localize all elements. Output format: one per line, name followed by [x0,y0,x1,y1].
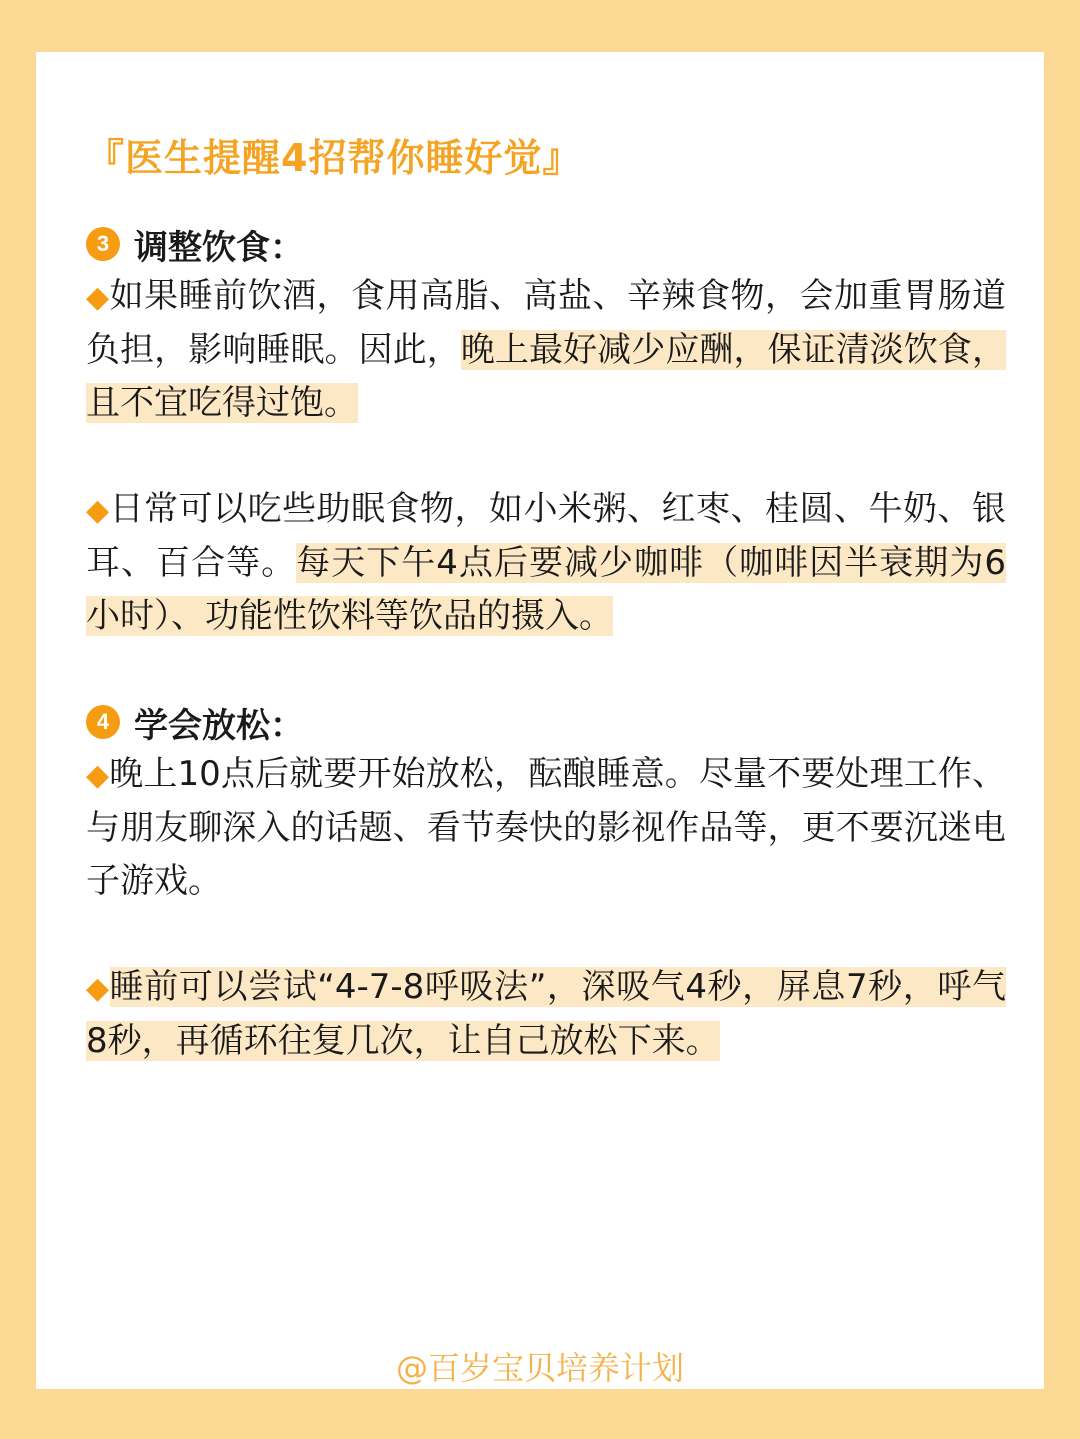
page-title: 『医生提醒4招帮你睡好觉』 [86,136,582,180]
number-badge-icon: 3 [86,227,120,261]
section-heading-label: 学会放松： [134,705,304,746]
section-heading [86,218,1006,270]
section-relax [86,696,1006,1068]
diamond-bullet-icon: ◆ [86,493,110,528]
highlighted-text: 睡前可以尝试“4-7-8呼吸法”，深吸气4秒，屏息7秒，呼气8秒，再循环往复几次，让自己放松下来。 [86,967,1006,1061]
highlighted-text: 晚上最好减少应酬，保证清淡饮食，且不宜吃得过饱。 [86,330,1007,423]
content-card [36,52,1044,1389]
paragraph [86,270,1006,430]
diamond-bullet-icon: ◆ [86,971,110,1006]
paragraph-text: 如果睡前饮酒，食用高脂、高盐、辛辣食物，会加重胃肠道负担，影响睡眠。因此， [86,276,1007,370]
paragraph-text: 晚上10点后就要开始放松，酝酿睡意。尽量不要处理工作、与朋友聊深入的话题、看节奏快的影视作品等，更不要沉迷电子游戏。 [86,754,1006,901]
article-body [86,130,1006,1068]
paragraph [86,748,1006,908]
spacer [86,908,1006,961]
diamond-bullet-icon: ◆ [86,280,110,315]
number-badge-icon: 4 [86,705,120,739]
highlighted-text: 每天下午4点后要减少咖啡（咖啡因半衰期为6小时）、功能性饮料等饮品的摄入。 [86,543,1006,636]
diamond-bullet-icon: ◆ [86,758,110,793]
section-heading-label: 调整饮食： [134,227,304,268]
spacer [86,430,1006,483]
author-watermark: @百岁宝贝培养计划 [395,1349,684,1387]
paragraph-text: 日常可以吃些助眠食物，如小米粥、红枣、桂圆、牛奶、银耳、百合等。 [86,489,1007,583]
paragraph [86,483,1006,643]
paragraph [86,961,1006,1068]
spacer [86,643,1006,696]
section-diet [86,218,1006,696]
section-heading [86,696,1006,748]
